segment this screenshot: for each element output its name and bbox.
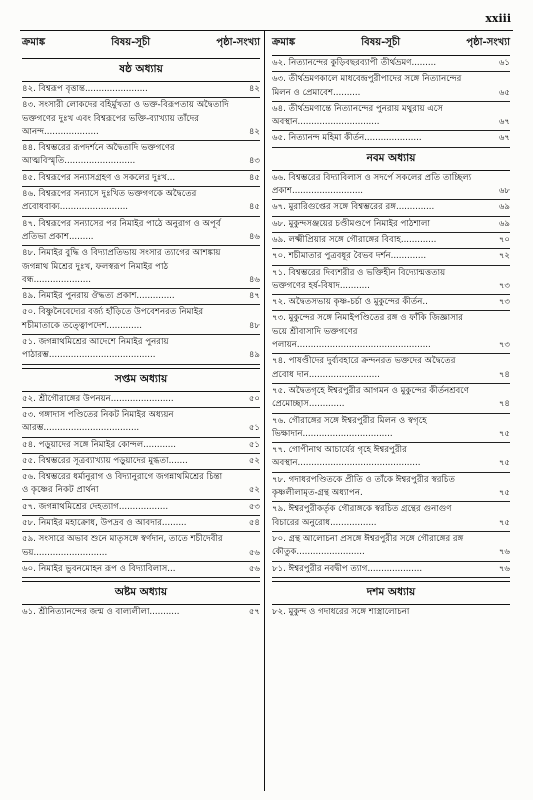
entry-page-number: ৬৫ (498, 87, 510, 98)
entry-title: ৫৭. জগন্নাথমিশ্রের দেহত্যাগ.................. (22, 501, 169, 512)
toc-entry (22, 141, 260, 171)
entry-title: ৬৬. বিশ্বম্ভরের বিদ্যাবিলাস ও সদর্পে সকলের প্রতি তাচ্ছিল্য প্রকাশ.......................... (272, 172, 472, 197)
entry-title: ৪৯. নিমাইর পুনরায় ঔদ্ধত্য প্রকাশ.............. (22, 291, 175, 302)
entry-page-number: ৪৭ (248, 291, 260, 302)
chapter-heading: অষ্টম অধ্যায় (22, 581, 260, 605)
entry-page-number: ৬১ (498, 58, 510, 68)
toc-entry (272, 102, 510, 132)
toc-entry (22, 305, 260, 335)
entry-title: ৫৬. বিশ্বম্ভরের ধর্মানুরাগ ও বিদ্যানুরাগে জগন্নাথমিশ্রের চিন্তা ও কৃষ্ণের নিকট প্রার্থনা (22, 472, 223, 496)
entry-page-number: ৫২ (248, 455, 260, 466)
right-column (272, 33, 510, 620)
entry-page-number: ৭২ (498, 251, 510, 262)
entry-title: ৪৭. বিশ্বরূপের সন্যাসের পর নিমাইর পাঠে অনুরাগ ও অপূর্ব প্রতিভা প্রকাশ......... (22, 218, 221, 242)
entry-page-number: ৪৮ (248, 320, 260, 331)
entry-page-number: ৭৩ (498, 280, 510, 291)
toc-entry (22, 246, 260, 289)
entry-page-number: ৭৩ (498, 297, 510, 308)
toc-entry (272, 384, 510, 414)
toc-entry (22, 335, 260, 365)
entry-page-number: ৭৫ (498, 458, 510, 469)
header-page: পৃষ্ঠা-সংখ্যা (216, 36, 260, 48)
column-header (272, 33, 510, 55)
entry-page-number: ৭৬ (498, 547, 510, 558)
entry-page-number: ৫৪ (248, 518, 260, 529)
entry-title: ৭৯. ঈশ্বরপুরীকর্তৃক গৌরাঙ্গকে স্বরচিত গ্রন্থের গুনাগুণ বিচারের অনুরোধ................. (272, 504, 452, 528)
toc-entry (22, 516, 260, 532)
chapter-heading: ষষ্ঠ অধ্যায় (22, 58, 260, 82)
entry-title: ৬১. শ্রীনিত্যানন্দের জন্ম ও বাল্যলীলা........... (22, 607, 180, 618)
entry-page-number: ৬৭ (498, 133, 510, 144)
entry-title: ৪৪. বিশ্বম্ভরের রূপদর্শনে অদ্বৈতাদি ভক্তগণের আত্মবিস্মৃতি.......................... (22, 143, 175, 167)
entry-page-number: ৭৫ (498, 488, 510, 499)
toc-entry (272, 295, 510, 311)
header-page: পৃষ্ঠা-সংখ্যা (466, 36, 510, 48)
entry-page-number: ৪৬ (248, 274, 260, 285)
entry-page-number: ৬৯ (498, 218, 510, 229)
entry-page-number: ৪৯ (248, 350, 260, 361)
toc-entry (272, 72, 510, 102)
entry-title: ৫৫. বিশ্বম্ভরের সূত্রব্যাখ্যায় পড়ুয়াদের মুগ্ধতা....... (22, 455, 188, 466)
entry-page-number: ৭৫ (498, 428, 510, 439)
entry-page-number: ৫০ (248, 393, 260, 404)
toc-entry (272, 266, 510, 296)
entry-page-number: ৫৭ (248, 607, 260, 618)
toc-entry (272, 56, 510, 72)
entry-title: ৫৩. গঙ্গাদাস পণ্ডিতের নিকট নিমাইর অধ্যয়ন আরম্ভ................................... (22, 409, 174, 434)
toc-entry (272, 562, 510, 578)
toc-entry (272, 249, 510, 265)
entry-title: ৫০. বিষ্ণুনৈবেদ্যের বর্জ্য হাঁড়িতে উপবেশনরত নিমাইর শচীমাতাকে তত্ত্বোপদেশ............. (22, 307, 204, 331)
entry-title: ৫৮. নিমাইর মহাক্রোধ, উপদ্রব ও আবদার......... (22, 518, 187, 529)
entry-page-number: ৭৩ (498, 340, 510, 351)
entry-title: ৬৪. তীর্থভ্রমণান্তে নিত্যানন্দের পুনরায় মথুরায় এসে অবস্থান.............................. (272, 103, 443, 128)
toc-entry (22, 98, 260, 141)
entry-page-number: ৬৮ (498, 186, 510, 197)
toc-entry (272, 443, 510, 473)
toc-entry (272, 233, 510, 249)
entry-page-number: ৫১ (248, 423, 260, 434)
entry-title: ৮০. গ্রন্থ আলোচনা প্রসঙ্গে ঈশ্বরপুরীর সঙ্গে গৌরাঙ্গের রঙ্গ কৌতুক......................... (272, 533, 464, 558)
entry-title: ৫১. জগন্নাথমিশ্রের আদেশে নিমাইর পুনরায় পাঠারম্ভ....................................... (22, 337, 169, 361)
entry-page-number: ৪২ (248, 126, 260, 137)
entry-title: ৬৫. নিত্যানন্দ মহিমা কীর্তন..................... (272, 133, 422, 144)
entry-page-number: ৫৬ (248, 563, 260, 574)
header-serial: ক্রমাঙ্ক (22, 36, 46, 48)
entry-page-number: ৪৩ (248, 156, 260, 167)
header-subject: বিষয়-সূচী (111, 36, 151, 48)
entry-title: ৭৭. গোপীনাথ আচার্যের গৃহে ঈশ্বরপুরীর অবস্থান............................................. (272, 445, 421, 469)
entry-title: ৪৮. নিমাইর বুদ্ধি ও বিদ্যাপ্রতিভায় সংসার ত্যাগের আশঙ্কায় জগন্নাথ মিশ্রের দুঃখ, ফলস্বরূপ নিমাইর পাঠ বন্ধ..................... (22, 248, 221, 285)
toc-entry (22, 454, 260, 470)
toc-entry (22, 605, 260, 620)
entry-title: ৬৭. মুরারিগুপ্তের সঙ্গে বিশ্বম্ভরের রঙ্গ.............. (272, 202, 435, 213)
entry-page-number: ৫৬ (248, 547, 260, 558)
entry-title: ৮১. ঈশ্বরপুরীর নবদ্বীপ ত্যাগ.................... (272, 563, 423, 574)
toc-entry (22, 532, 260, 562)
entry-title: ৪৫. বিশ্বরূপের সন্যাসগ্রহণ ও সকলের দুঃখ... (22, 172, 176, 183)
header-subject: বিষয়-সূচী (361, 36, 401, 48)
toc-entry (22, 392, 260, 408)
entry-title: ৭৩. মুকুন্দের সঙ্গে নিমাইপণ্ডিতের রঙ্গ ও ফাঁকি জিজ্ঞাসার ভয়ে শ্রীবাসাদি ভক্তগণের পলায়ন................................................. (272, 313, 464, 351)
toc-entry (22, 289, 260, 305)
toc-entry (272, 354, 510, 384)
toc-entry (272, 171, 510, 201)
entry-page-number: ৭৫ (498, 517, 510, 528)
entry-title: ৪৬. বিশ্বরূপের সন্যাসে দুঃখিত ভক্তগণকে অদ্বৈতের প্রবোধবাক্য......................... (22, 189, 197, 213)
entry-page-number: ৭৪ (498, 399, 510, 410)
entry-page-number: ৬৭ (498, 117, 510, 128)
toc-entry (272, 311, 510, 354)
toc-entry (272, 131, 510, 147)
toc-entry (22, 171, 260, 187)
entry-page-number: ৫১ (248, 439, 260, 450)
entry-page-number: ৪৫ (248, 172, 260, 183)
entry-page-number: ৭৪ (498, 369, 510, 380)
entry-title: ৭১. বিশ্বম্ভরের দিব্যশরীর ও ভক্তিহীন বিদ্যোন্মত্ততায় ভক্তগণের হর্ষ-বিষাদ........... (272, 267, 446, 291)
entry-page-number: ৭০ (498, 234, 510, 245)
toc-entry (22, 82, 260, 98)
entry-page-number: ৭৬ (498, 563, 510, 574)
entry-title: ৬০. নিমাইর ভুবনমোহন রূপ ও বিদ্যাবিলাস... (22, 563, 176, 574)
entry-title: ৫৯. সংসারে অভাব শুনে মাতৃসঙ্গে স্বর্ণদান, তাতে শচীদেবীর ভয়........................... (22, 534, 223, 558)
entry-title: ৭৮. গদাধরপণ্ডিতকে প্রীতি ও তাঁকে ঈশ্বরপুরীর স্বরচিত কৃষ্ণলীলামৃত-গ্রন্থ অধ্যাপন. (272, 474, 455, 499)
left-column (22, 33, 260, 621)
toc-entry (22, 500, 260, 516)
entry-title: ৬৮. মুকুন্দসঞ্জয়ের চণ্ডীমণ্ডপে নিমাইর পাঠশালা (272, 218, 430, 229)
chapter-heading: দশম অধ্যায় (272, 581, 510, 605)
toc-entry (272, 502, 510, 532)
chapter-heading: নবম অধ্যায় (366, 151, 416, 164)
header-serial: ক্রমাঙ্ক (272, 36, 296, 48)
entry-title: ৭৫. অদ্বৈতগৃহে ঈশ্বরপুরীর আগমন ও মুকুন্দের কীর্তনশ্রবণে প্রেমোচ্ছাস............. (272, 385, 469, 410)
entry-page-number: ৫৩ (248, 501, 260, 512)
entry-title: ৭০. শচীমাতার পুত্রবধূর বৈভব দর্শন............. (272, 251, 427, 262)
toc-entry (272, 217, 510, 233)
entry-page-number: ৪৬ (248, 231, 260, 242)
entry-title: ৭২. অদ্বৈতসভায় কৃষ্ণ-চর্চা ও মুকুন্দের কীর্তন.. (272, 297, 428, 308)
entry-page-number: ৪২ (248, 84, 260, 94)
toc-entry (22, 562, 260, 578)
entry-page-number: ৬৯ (498, 202, 510, 213)
entry-title: ৮২. মুকুন্দ ও গদাধরের সঙ্গে শাস্ত্রালোচনা (272, 606, 410, 617)
toc-entry (22, 187, 260, 217)
toc-entry (272, 414, 510, 444)
entry-title: ৭৬. গৌরাঙ্গের সঙ্গে ঈশ্বরপুরীর মিলন ও স্বগৃহে ভিক্ষাদান................................. (272, 415, 427, 439)
column-divider (264, 31, 265, 791)
page-number: xxiii (485, 12, 511, 25)
toc-entry (272, 200, 510, 216)
entry-title: ৬২. নিত্যানন্দের কুড়িবছরব্যাপী তীর্থভ্রমণ......... (272, 58, 437, 68)
entry-title: ৭৪. পাষণ্ডীদের দুর্ব্যবহারে ক্রন্দনরত ভক্তদের অদ্বৈতের প্রবোধ দান.......................... (272, 356, 456, 380)
chapter-heading: সপ্তম অধ্যায় (22, 368, 260, 392)
toc-entry (272, 532, 510, 562)
entry-title: ৬৩. তীর্থভ্রমণকালে মাধবেন্দ্রপুরীপাদের সঙ্গে নিত্যানন্দের মিলন ও প্রেমাবেশ.......... (272, 74, 462, 98)
toc-entry (22, 217, 260, 247)
toc-entry (22, 470, 260, 500)
toc-entry (272, 473, 510, 503)
column-header (22, 33, 260, 55)
entry-title: ৫২. শ্রীগৌরাঙ্গের উপনয়ন....................... (22, 393, 174, 404)
toc-entry (272, 605, 510, 620)
entry-page-number: ৪৫ (248, 202, 260, 213)
top-rule (20, 30, 513, 31)
toc-entry (22, 408, 260, 438)
entry-title: ৬৯. লক্ষ্মীপ্রিয়ার সঙ্গে গৌরাঙ্গের বিবাহ............. (272, 234, 437, 245)
entry-page-number: ৫২ (248, 485, 260, 496)
toc-entry (22, 438, 260, 454)
entry-title: ৫৪. পড়ুয়াদের সঙ্গে নিমাইর কোন্দল............ (22, 439, 176, 450)
entry-title: ৪৩. সংসারী লোকদের বহির্মুখতা ও ভক্ত-বিরূপতায় অদ্বৈতাদি ভক্তগণের দুঃখ এবং বিশ্বরূপের ভক্তি-ব্যাখ্যায় তাঁদের আনন্দ.................... (22, 100, 229, 137)
entry-title: ৪২. বিশ্বরূপ বৃত্তান্ত....................... (22, 84, 148, 94)
